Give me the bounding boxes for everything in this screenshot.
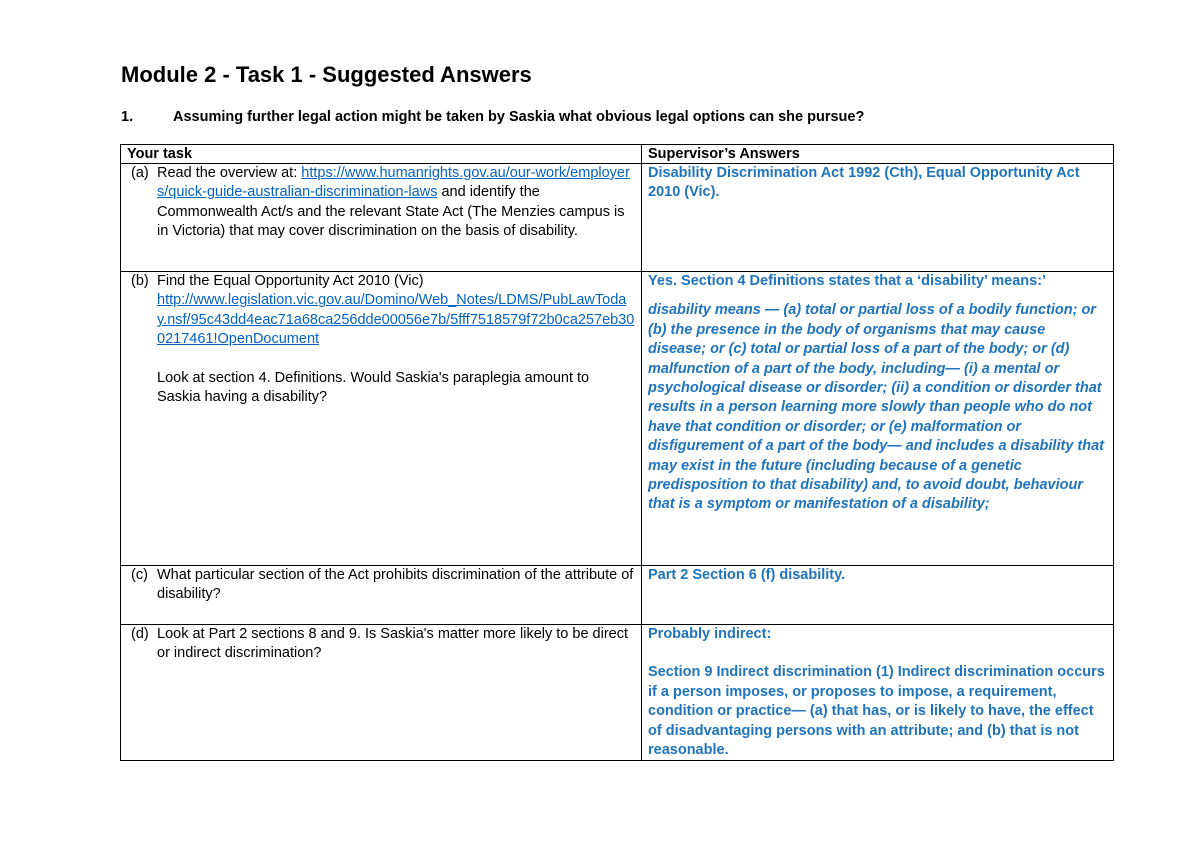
task-label-d: (d) xyxy=(131,626,149,642)
table-row-d xyxy=(121,625,1114,761)
table-header-row xyxy=(121,145,1114,164)
task-answers-table xyxy=(120,144,1114,761)
task-label-c: (c) xyxy=(131,567,148,583)
task-text-a-after: and identify the Commonwealth Act/s and the relevant State Act (The Menzies campus is in Victoria) that may cover discrimination on the basis of disability. xyxy=(157,184,625,240)
question-number: 1. xyxy=(121,109,134,125)
table-row-c xyxy=(121,566,1114,625)
answer-cell-b xyxy=(642,272,1114,566)
page-title: Module 2 - Task 1 - Suggested Answers xyxy=(121,62,532,87)
task-text-c: What particular section of the Act prohibits discrimination of the attribute of disability? xyxy=(157,567,634,603)
humanrights-link[interactable]: https://www.humanrights.gov.au/our-work/employers/quick-guide-australian-discrimination-laws xyxy=(157,165,630,201)
task-text-d: Look at Part 2 sections 8 and 9. Is Saskia's matter more likely to be direct or indirect discrimination? xyxy=(157,626,629,662)
answer-intro-b: Yes. Section 4 Definitions states that a ‘disability’ means:’ xyxy=(648,273,1047,289)
header-your-task: Your task xyxy=(121,145,642,164)
answer-text-c: Part 2 Section 6 (f) disability. xyxy=(648,567,846,583)
answer-intro-d: Probably indirect: xyxy=(648,626,772,642)
answer-cell-d xyxy=(642,625,1114,761)
task-cell-a xyxy=(121,164,642,272)
task-cell-b xyxy=(121,272,642,566)
answer-cell-a xyxy=(642,164,1114,272)
task-label-a: (a) xyxy=(131,165,149,181)
header-supervisor-answers: Supervisor’s Answers xyxy=(642,145,1114,164)
legislation-link[interactable]: http://www.legislation.vic.gov.au/Domino/Web_Notes/LDMS/PubLawToday.nsf/95c43dd4eac71a68ca256dde00056e7b/5fff7518579f72b0ca257eb300217461!OpenDocument xyxy=(157,292,635,348)
task-cell-d xyxy=(121,625,642,761)
table-row-b xyxy=(121,272,1114,566)
task-cell-c xyxy=(121,566,642,625)
answer-definition-b: disability means — (a) total or partial loss of a bodily function; or (b) the presence in the body of organisms that may cause disease; or (c) total or partial loss of a part of the body; or (d) malfunction of a part of the body, including— (i) a mental or psychological disease or disorder; (ii) a condition or disorder that results in a person learning more slowly than people who do not have that condition or disorder; or (e) malformation or disfigurement of a part of the body— and includes a disability that may exist in the future (including because of a genetic predisposition to that disability) and, to avoid doubt, behaviour that is a symptom or manifestation of a disability; xyxy=(648,302,1104,513)
answer-detail-d: Section 9 Indirect discrimination (1) Indirect discrimination occurs if a person imposes, or proposes to impose, a requirement, condition or practice— (a) that has, or is likely to have, the effect of disadvantaging persons with an attribute; and (b) that is not reasonable. xyxy=(648,664,1105,759)
table-row-a xyxy=(121,164,1114,272)
answer-text-a: Disability Discrimination Act 1992 (Cth), Equal Opportunity Act 2010 (Vic). xyxy=(648,165,1080,201)
task-text-b-question: Look at section 4. Definitions. Would Saskia's paraplegia amount to Saskia having a disability? xyxy=(157,369,590,406)
question-text: Assuming further legal action might be taken by Saskia what obvious legal options can she pursue? xyxy=(173,109,865,125)
task-text-b-line1: Find the Equal Opportunity Act 2010 (Vic) xyxy=(157,273,424,289)
task-text-a-before: Read the overview at: xyxy=(157,165,302,181)
question-1 xyxy=(121,108,864,126)
task-label-b: (b) xyxy=(131,273,149,289)
answer-cell-c xyxy=(642,566,1114,625)
